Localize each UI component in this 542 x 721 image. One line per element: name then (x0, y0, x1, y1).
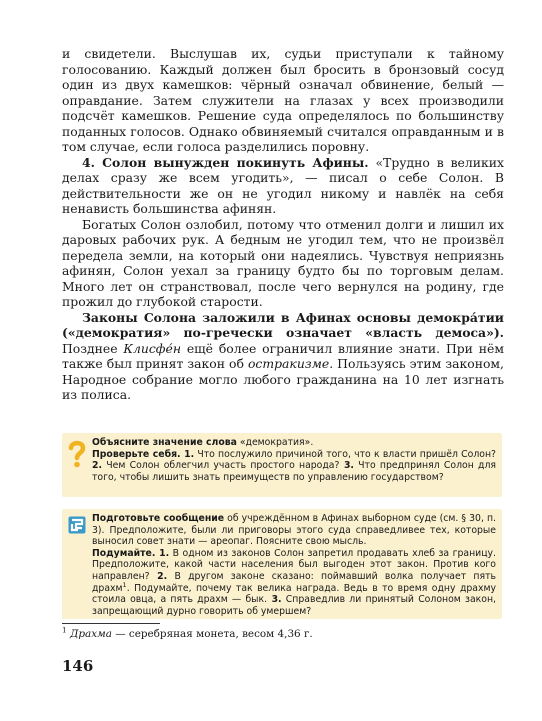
think-label: Подумайте. (92, 547, 156, 559)
question-text: Чем Солон облегчил участь простого народа? (102, 460, 340, 472)
task-number: 3. (267, 594, 282, 606)
section-text: «Трудно в великих делах сразу же всем угодить», — писал о себе Солон. В действительности же он не угодил никому и навлёк на себя ненависть большинства афинян. (62, 154, 504, 216)
tasks-text (92, 513, 496, 617)
question-text: Что предпринял Солон для того, чтобы лишить знать преимуществ по управлению государством? (92, 460, 496, 483)
page-number: 146 (62, 657, 94, 675)
question-mark-icon (68, 440, 86, 472)
footnote-marker: 1 (122, 580, 127, 589)
task-text: Справедлив ли принятый Солоном закон, запрещающий дурно говорить об умершем? (92, 594, 496, 617)
paragraph-court-voting: и свидетели. Выслушав их, судьи приступали к тайному голосованию. Каждый должен был бросить в бронзовый сосуд один из двух камешков: чёрный означал обвинение, белый — оправдание. Затем служители на глазах у всех производили подсчёт камешков. Решение суда определялось по большинству поданных голосов. Однако обвиняемый считался оправданным и в том случае, если голоса разделились поровну. (62, 46, 504, 154)
main-text (62, 46, 504, 403)
document-icon (68, 516, 86, 538)
term-klisfen: Клисфе́н (123, 340, 181, 356)
footnote-number: 1 (62, 625, 67, 635)
democracy-key-statement: Законы Солона заложили в Афинах основы демокра́тии («демократия» по-гречески означает «власть демоса»). (62, 309, 504, 340)
footnote-term: Драхма (69, 628, 112, 640)
tasks-box (62, 509, 502, 619)
section-heading: 4. Солон вынужден покинуть Афины. (82, 154, 369, 170)
task-number: 1. (155, 547, 170, 559)
text-fragment: . Пользуясь этим законом, Народное собрание могло любого гражданина на 10 лет изгнать из полиса. (62, 356, 504, 402)
task-number: 2. (149, 570, 168, 582)
questions-text (92, 437, 496, 483)
explain-text: «демократия». (236, 437, 314, 448)
footnote (62, 625, 502, 641)
text-fragment: ещё более ограничил влияние знати. При нём также был принят закон об (62, 340, 504, 371)
task-text: В одном из законов Солон запретил продавать хлеб за границу. Предположите, какой части населения был выгоден этот закон. Против кого направлен? (92, 547, 496, 582)
prepare-report-text: об учреждённом в Афинах выборном суде (см. § 30, п. 3). Предположите, были ли приговоры этого суда справедливее тех, которые выносил совет знати — ареопаг. Поясните свою мысль. (92, 513, 496, 548)
footnote-text: — серебряная монета, весом 4,36 г. (111, 628, 313, 640)
question-number: 1. (180, 448, 195, 460)
footnote-divider (62, 623, 160, 624)
paragraph-solon-travels: Богатых Солон озлобил, потому что отменил долги и лишил их даровых рабочих рук. А бедным не угодил тем, что не произвёл передела земли, на который они надеялись. Чувствуя неприязнь афинян, Солон уехал за границу будто бы по торговым делам. Много лет он странствовал, после чего вернулся на родину, где прожил до глубокой старости. (62, 216, 504, 309)
question-number: 3. (339, 460, 354, 472)
explain-label: Объясните значение слова (92, 437, 237, 448)
questions-box (62, 433, 502, 497)
check-yourself-label: Проверьте себя. (92, 448, 181, 460)
paragraph-democracy (62, 310, 504, 403)
task-text: . Подумайте, почему так велика награда. Ведь в то время одну драхму стоила овца, а пять драхм — бык. (92, 582, 496, 606)
question-text: Что послужило причиной того, что к власти пришёл Солон? (194, 448, 496, 460)
text-fragment: Позднее (62, 340, 124, 356)
question-number: 2. (92, 460, 103, 472)
term-ostracism: остракизме (247, 356, 330, 371)
paragraph-solon-leaves (62, 155, 504, 217)
prepare-report-label: Подготовьте сообщение (92, 513, 225, 524)
task-text: В другом законе сказано: поймавший волка получает пять драхм (92, 570, 496, 594)
